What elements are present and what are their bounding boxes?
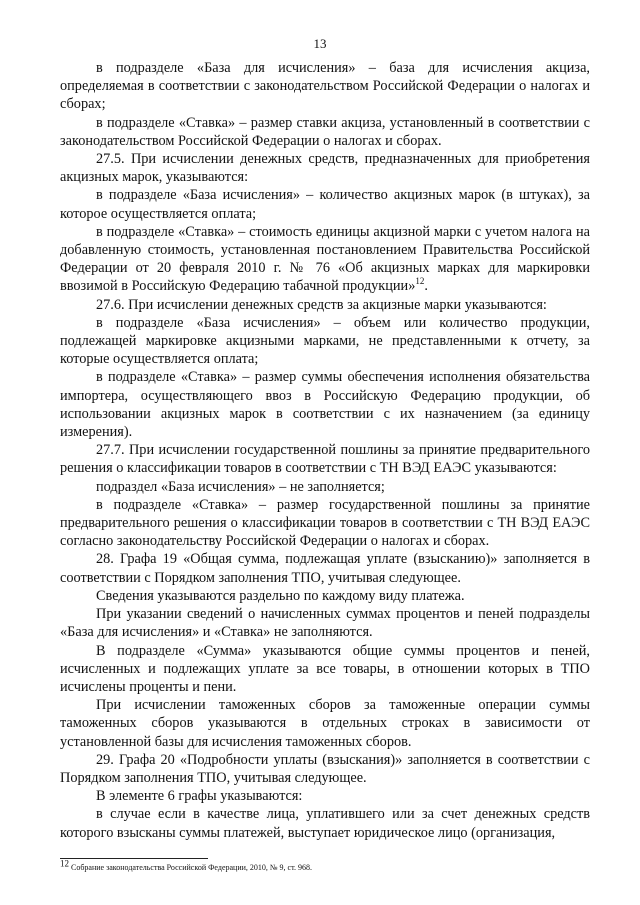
paragraph: подраздел «База исчисления» – не заполняется; xyxy=(96,478,385,495)
paragraph: 29. Графа 20 «Подробности уплаты (взыскания)» заполняется в соответствии с Порядком заполнения ТПО, учитывая следующее. xyxy=(60,751,590,786)
paragraph: в подразделе «База исчисления» – количество акцизных марок (в штуках), за которое осуществляется оплата; xyxy=(60,187,590,222)
paragraph-with-footnote xyxy=(60,223,590,296)
paragraph-end: . xyxy=(424,278,428,295)
paragraph: В подразделе «Сумма» указываются общие суммы процентов и пеней, исчисленных и подлежащих уплате за все товары, в отношении которых в ТПО исчислены проценты и пени. xyxy=(60,642,590,695)
paragraph: При исчислении таможенных сборов за таможенные операции суммы таможенных сборов указываются в отдельных строках в зависимости от установленной базы для исчисления таможенных сборов. xyxy=(60,697,590,750)
paragraph: При указании сведений о начисленных суммах процентов и пеней подразделы «База для исчисления» и «Ставка» не заполняются. xyxy=(60,606,590,641)
paragraph: В элементе 6 графы указываются: xyxy=(96,788,303,805)
paragraph: 27.5. При исчислении денежных средств, предназначенных для приобретения акцизных марок, указываются: xyxy=(60,151,590,186)
page-number: 13 xyxy=(313,36,327,51)
footnote-text: Собрание законодательства Российской Федерации, 2010, № 9, ст. 968. xyxy=(69,863,312,872)
paragraph: в подразделе «Ставка» – размер государственной пошлины за принятие предварительного решения о классификации товаров в соответствии с ТН ВЭД ЕАЭС согласно законодательству Российской Федерации о налогах и сборах. xyxy=(60,496,590,550)
paragraph-text: в подразделе «Ставка» – стоимость единицы акцизной марки с учетом налога на добавленную стоимость, установленная постановлением Правительства Российской Федерации от 20 февраля 2010 г. № 76 «Об акцизных марках для маркировки ввозимой в Российскую Федерацию табачной продукции» xyxy=(60,223,590,295)
paragraph: 27.6. При исчислении денежных средств за акцизные марки указываются: xyxy=(96,296,547,313)
paragraph: в подразделе «База исчисления» – объем или количество продукции, подлежащей маркировке акцизными марками, не представленными к отчету, за которые осуществляется оплата; xyxy=(60,314,590,368)
paragraph: в подразделе «База для исчисления» – база для исчисления акциза, определяемая в соответствии с законодательством Российской Федерации о налогах и сборах; xyxy=(60,60,590,113)
paragraph: 28. Графа 19 «Общая сумма, подлежащая уплате (взысканию)» заполняется в соответствии с Порядком заполнения ТПО, учитывая следующее. xyxy=(60,551,590,586)
paragraph: в случае если в качестве лица, уплатившего или за счет денежных средств которого взысканы суммы платежей, выступает юридическое лицо (организация, xyxy=(60,806,590,841)
footnote-separator xyxy=(60,858,208,859)
footnote-reference: 12 xyxy=(415,276,425,287)
paragraph: Сведения указываются раздельно по каждому виду платежа. xyxy=(96,587,465,604)
paragraph: в подразделе «Ставка» – размер суммы обеспечения исполнения обязательства импортера, осуществляющего ввоз в Российскую Федерацию продукции, об использовании акцизных марок в соответствии с их назначением (за единицу измерения). xyxy=(60,369,590,441)
document-body xyxy=(60,59,590,842)
footnote-number: 12 xyxy=(60,858,69,869)
paragraph: 27.7. При исчислении государственной пошлины за принятие предварительного решения о классификации товаров в соответствии с ТН ВЭД ЕАЭС указываются: xyxy=(60,442,590,477)
footnote xyxy=(60,858,312,873)
paragraph: в подразделе «Ставка» – размер ставки акциза, установленный в соответствии с законодательством Российской Федерации о налогах и сборах. xyxy=(60,114,590,149)
